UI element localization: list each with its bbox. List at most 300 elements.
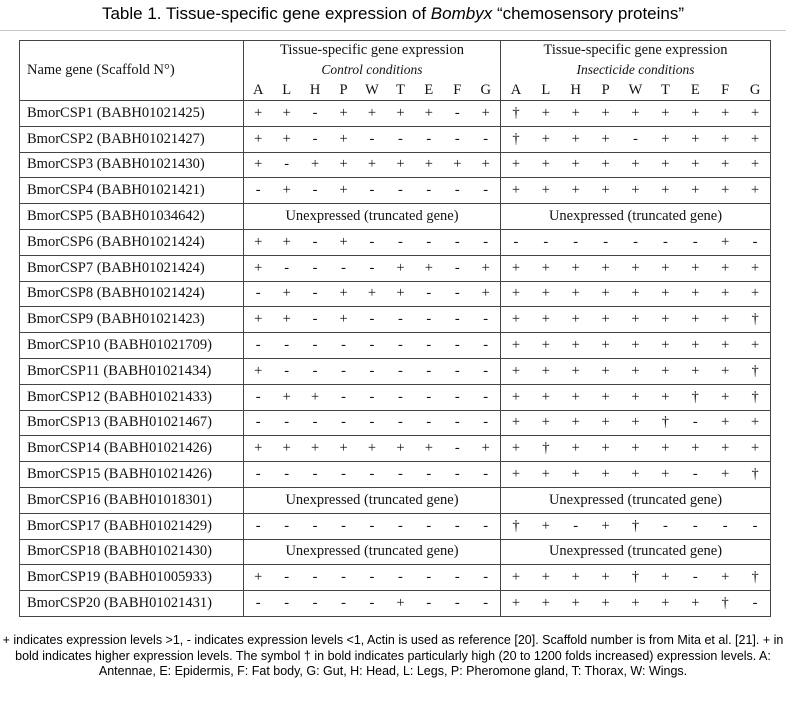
control-cell-t: - [397,517,403,534]
control-expression-cells [244,436,501,462]
insecticide-cell-e: + [691,104,700,121]
insecticide-cell-g: † [751,362,759,379]
insecticide-cell-e: + [691,130,700,147]
insecticide-cell-f: + [721,104,730,121]
control-cell-l: - [284,414,290,431]
insecticide-expression-cells [501,462,771,488]
table-row [20,255,771,281]
insecticide-cell-g: + [750,156,760,173]
gene-name: BmorCSP9 (BABH01021423) [20,307,244,333]
control-cell-e: + [424,259,433,276]
insecticide-cell-l: + [541,156,550,173]
insecticide-expression-cells [501,307,771,333]
control-cell-l: - [284,156,290,173]
insecticide-cell-l: + [541,466,550,483]
insecticide-unexpressed-note: Unexpressed (truncated gene) [501,487,771,513]
control-cell-f: - [454,569,460,586]
control-tissue-a: A [252,82,264,98]
control-expression-cells [244,255,501,281]
table-row [20,229,771,255]
table-row [20,204,771,230]
control-cell-e: - [426,130,432,147]
insecticide-cell-g: + [750,440,760,457]
insecticide-expression-cells [501,513,771,539]
insecticide-cell-a: † [512,517,520,534]
insecticide-cell-p: + [601,388,610,405]
control-expression-cells [244,101,501,127]
control-expression-cells [244,591,501,617]
insecticide-cell-f: + [721,440,730,457]
insecticide-cell-l: + [541,569,550,586]
gene-name: BmorCSP18 (BABH01021430) [20,539,244,565]
insecticide-cell-l: + [541,104,550,121]
control-cell-h: + [311,440,320,457]
insecticide-cell-e: + [691,362,700,379]
control-tissue-l: L [282,82,292,98]
insecticide-cell-a: + [511,182,521,199]
table-row [20,126,771,152]
insecticide-cell-e: † [691,388,699,405]
insecticide-cell-w: + [631,182,640,199]
insecticide-cell-f: + [721,259,730,276]
control-cell-p: + [339,311,348,328]
insecticide-cell-w: + [631,104,640,121]
title-prefix: Table 1. Tissue-specific gene expression of [101,4,431,23]
insecticide-cell-w: + [631,337,640,354]
insecticide-cell-p: + [601,182,610,199]
insecticide-cell-h: + [571,311,580,328]
control-cell-a: + [254,233,263,250]
insecticide-cell-t: + [661,337,670,354]
insecticide-cell-w: † [631,569,640,586]
control-cell-t: - [397,569,403,586]
control-cell-h: - [312,595,318,612]
control-cell-e: + [424,104,433,121]
insecticide-cell-a: + [511,156,521,173]
insecticide-group-header [501,41,771,101]
control-cell-w: + [367,104,377,121]
control-cell-f: - [454,233,460,250]
control-cell-w: - [369,517,375,534]
control-cell-w: - [369,466,375,483]
table-row [20,281,771,307]
control-cell-w: - [369,362,375,379]
insecticide-cell-h: + [571,414,580,431]
control-cell-h: - [312,285,318,302]
control-cell-e: - [426,388,432,405]
control-cell-f: - [454,595,460,612]
control-cell-w: + [367,440,377,457]
control-cell-w: - [369,259,375,276]
insecticide-cell-l: + [541,259,550,276]
insecticide-cell-a: + [511,311,521,328]
title-suffix: “chemosensory proteins” [492,4,685,23]
control-cell-a: - [255,595,261,612]
control-cell-f: - [454,104,460,121]
insecticide-cell-h: + [571,130,580,147]
insecticide-cell-e: + [691,259,700,276]
insecticide-cell-p: + [601,311,610,328]
insecticide-unexpressed-note: Unexpressed (truncated gene) [501,204,771,230]
control-cell-a: + [254,440,263,457]
control-cell-f: - [454,130,460,147]
control-cell-f: - [454,259,460,276]
table-row [20,384,771,410]
control-expression-cells [244,229,501,255]
insecticide-cell-a: + [511,362,521,379]
insecticide-cell-t: - [662,233,668,250]
control-cell-l: + [282,104,291,121]
control-cell-t: - [397,311,403,328]
control-cell-w: - [369,233,375,250]
table-row [20,462,771,488]
gene-name: BmorCSP7 (BABH01021424) [20,255,244,281]
control-cell-p: - [341,414,346,431]
insecticide-cell-a: + [511,259,521,276]
insecticide-cell-g: + [750,182,760,199]
control-tissue-p: P [339,82,348,98]
control-cell-t: - [397,130,403,147]
insecticide-cell-p: + [601,440,610,457]
control-cell-e: - [426,337,432,354]
insecticide-cell-a: † [512,130,520,147]
control-cell-a: + [254,569,263,586]
control-cell-p: - [341,259,346,276]
insecticide-cell-e: - [692,517,698,534]
insecticide-cell-f: + [721,569,730,586]
control-cell-l: - [284,466,290,483]
control-cell-f: - [454,466,460,483]
control-cell-h: - [312,362,318,379]
control-cell-p: + [339,440,348,457]
gene-name: BmorCSP3 (BABH01021430) [20,152,244,178]
control-expression-cells [244,462,501,488]
control-cell-t: - [397,233,403,250]
control-cell-t: - [397,388,403,405]
insecticide-cell-t: + [661,130,670,147]
control-cell-g: - [483,388,489,405]
insecticide-cell-t: + [661,569,670,586]
control-tissue-g: G [480,82,491,98]
control-group-header [244,41,501,101]
control-cell-g: - [483,311,489,328]
insecticide-unexpressed-note: Unexpressed (truncated gene) [501,539,771,565]
insecticide-cell-e: + [691,311,700,328]
insecticide-cell-h: + [571,362,580,379]
control-cell-g: - [483,362,489,379]
table-row [20,487,771,513]
insecticide-cell-p: + [601,259,610,276]
control-cell-w: - [369,311,375,328]
control-cell-h: - [312,233,318,250]
insecticide-expression-cells [501,178,771,204]
control-cell-w: - [369,595,375,612]
control-cell-h: - [312,466,318,483]
control-cell-a: - [255,337,261,354]
control-cell-e: - [426,362,432,379]
control-cell-p: + [339,104,348,121]
insecticide-cell-e: - [692,466,698,483]
control-cell-t: + [396,156,405,173]
control-cell-e: - [426,233,432,250]
control-cell-l: - [284,362,290,379]
insecticide-cell-l: + [541,130,550,147]
insecticide-cell-e: - [692,414,698,431]
insecticide-cell-g: + [750,130,760,147]
insecticide-expression-cells [501,384,771,410]
control-cell-f: - [454,388,460,405]
gene-name: BmorCSP11 (BABH01021434) [20,358,244,384]
control-cell-e: + [424,156,433,173]
control-expression-cells [244,513,501,539]
control-tissue-t: T [395,82,405,98]
control-cell-g: + [481,259,490,276]
insecticide-cell-l: + [541,362,550,379]
insecticide-cell-a: + [511,440,521,457]
control-cell-p: - [341,517,346,534]
insecticide-cell-t: + [661,156,670,173]
insecticide-cell-f: + [721,233,730,250]
insecticide-cell-t: + [661,104,670,121]
insecticide-group-label: Tissue-specific gene expression [543,42,728,58]
control-cell-g: - [483,130,489,147]
control-cell-w: - [369,182,375,199]
control-cell-l: + [282,440,291,457]
insecticide-cell-w: - [633,130,638,147]
control-cell-f: - [454,285,460,302]
insecticide-cell-h: + [571,104,580,121]
insecticide-cell-g: - [752,233,758,250]
control-cell-g: - [483,517,489,534]
insecticide-expression-cells [501,333,771,359]
control-unexpressed-note: Unexpressed (truncated gene) [244,539,501,565]
control-cell-w: - [369,414,375,431]
control-cell-h: - [312,104,318,121]
insecticide-cell-l: + [541,285,550,302]
gene-name: BmorCSP5 (BABH01034642) [20,204,244,230]
control-cell-f: - [454,440,460,457]
control-cell-l: - [284,595,290,612]
gene-name: BmorCSP15 (BABH01021426) [20,462,244,488]
insecticide-cell-t: + [661,182,670,199]
insecticide-cell-l: † [542,440,550,457]
control-group-label: Tissue-specific gene expression [280,42,464,58]
control-cell-a: - [255,182,261,199]
control-cell-w: - [369,569,375,586]
insecticide-tissue-a: A [510,82,522,98]
control-cell-f: - [454,517,460,534]
table-row [20,358,771,384]
control-cell-p: - [341,466,346,483]
insecticide-cell-t: + [661,595,670,612]
insecticide-cell-t: + [661,259,670,276]
control-cell-l: - [284,259,290,276]
control-tissue-e: E [424,82,434,98]
control-cell-g: - [483,182,489,199]
control-cell-t: - [397,414,403,431]
control-cell-a: + [254,311,263,328]
control-cell-f: - [454,362,460,379]
title-genus: Bombyx [430,4,493,23]
insecticide-cell-e: + [691,337,700,354]
insecticide-cell-p: + [601,517,610,534]
control-cell-h: + [311,388,320,405]
control-tissue-labels [244,79,500,100]
control-cell-w: - [369,130,375,147]
gene-name: BmorCSP20 (BABH01021431) [20,591,244,617]
control-cell-l: - [284,337,290,354]
table-row [20,565,771,591]
control-cell-e: - [426,285,432,302]
gene-name: BmorCSP6 (BABH01021424) [20,229,244,255]
control-tissue-f: F [453,82,462,98]
insecticide-cell-a: + [511,595,521,612]
control-cell-t: - [397,466,403,483]
control-cell-e: + [424,440,433,457]
insecticide-expression-cells [501,101,771,127]
table-row [20,307,771,333]
control-cell-e: - [426,182,432,199]
table-row [20,152,771,178]
insecticide-cell-g: † [751,466,759,483]
gene-name: BmorCSP10 (BABH01021709) [20,333,244,359]
insecticide-expression-cells [501,255,771,281]
insecticide-cell-t: - [662,517,668,534]
control-cell-t: - [397,182,403,199]
insecticide-cell-g: - [752,595,758,612]
gene-name: BmorCSP4 (BABH01021421) [20,178,244,204]
insecticide-cell-l: + [541,414,550,431]
control-cell-g: - [483,595,489,612]
insecticide-cell-e: + [691,285,700,302]
table-row [20,436,771,462]
insecticide-cell-h: + [571,156,580,173]
insecticide-cell-f: + [721,182,730,199]
control-cell-e: - [426,517,432,534]
title-divider [0,30,786,31]
control-cell-e: - [426,569,432,586]
control-cell-p: - [341,595,346,612]
name-column-header: Name gene (Scaffold N°) [20,41,244,101]
control-cell-t: + [396,259,405,276]
control-cell-g: + [481,104,490,121]
insecticide-cell-e: + [691,182,700,199]
insecticide-expression-cells [501,126,771,152]
gene-name: BmorCSP17 (BABH01021429) [20,513,244,539]
control-expression-cells [244,126,501,152]
insecticide-tissue-e: E [690,82,700,98]
control-cell-w: - [369,388,375,405]
insecticide-cell-p: + [601,595,610,612]
insecticide-cell-l: + [541,517,550,534]
control-cell-g: - [483,414,489,431]
control-cell-t: + [396,285,405,302]
insecticide-cell-a: † [512,104,520,121]
table-row [20,513,771,539]
insecticide-cell-e: - [692,233,698,250]
insecticide-cell-p: + [601,362,610,379]
gene-name: BmorCSP12 (BABH01021433) [20,384,244,410]
insecticide-cell-t: + [661,311,670,328]
control-cell-p: - [341,388,346,405]
insecticide-cell-g: † [751,569,759,586]
control-cell-f: - [454,182,460,199]
insecticide-cell-h: + [571,259,580,276]
insecticide-cell-p: + [601,569,610,586]
control-cell-h: - [312,569,318,586]
insecticide-cell-l: + [541,337,550,354]
control-cell-a: - [255,388,261,405]
insecticide-cell-f: † [721,595,729,612]
control-cell-f: + [453,156,462,173]
table-footnote: + indicates expression levels >1, - indicates expression levels <1, Actin is used as reference [20]. Scaffold number is from Mita et al. [21]. + in bold indicates higher expression levels. The symbol † in bold indicates particularly high (20 to 1200 folds increased) expression levels. A: Antennae, E: Epidermis, F: Fat body, G: Gut, H: Head, L: Legs, P: Pheromone gland, T: Thorax, W: Wings. [2,633,784,678]
insecticide-cell-w: † [631,517,640,534]
gene-name: BmorCSP8 (BABH01021424) [20,281,244,307]
control-cell-p: + [339,156,348,173]
insecticide-expression-cells [501,591,771,617]
control-cell-t: - [397,337,403,354]
control-cell-h: - [312,517,318,534]
control-cell-p: - [341,362,346,379]
control-cell-l: + [282,182,291,199]
insecticide-cell-w: + [631,362,640,379]
control-cell-g: - [483,337,489,354]
insecticide-cell-h: - [573,233,579,250]
insecticide-cell-w: + [631,440,640,457]
insecticide-cell-e: + [691,595,700,612]
insecticide-tissue-t: T [660,82,670,98]
insecticide-cell-p: + [601,466,610,483]
gene-name: BmorCSP16 (BABH01018301) [20,487,244,513]
insecticide-cell-l: - [543,233,549,250]
control-cell-p: + [339,233,348,250]
insecticide-expression-cells [501,152,771,178]
control-cell-l: + [282,311,291,328]
insecticide-cell-a: - [513,233,519,250]
insecticide-cell-w: + [631,466,640,483]
control-expression-cells [244,281,501,307]
insecticide-cell-t: † [661,414,670,431]
insecticide-cell-w: + [631,285,640,302]
insecticide-cell-h: + [571,466,580,483]
insecticide-cell-p: + [601,414,610,431]
insecticide-cell-w: + [631,259,640,276]
insecticide-cell-g: - [752,517,758,534]
control-cell-w: - [369,337,375,354]
control-expression-cells [244,178,501,204]
gene-name: BmorCSP2 (BABH01021427) [20,126,244,152]
control-cell-e: - [426,414,432,431]
insecticide-cell-t: + [661,362,670,379]
insecticide-cell-h: + [571,595,580,612]
insecticide-expression-cells [501,358,771,384]
insecticide-cell-w: + [631,156,640,173]
control-cell-w: + [367,285,377,302]
control-cell-e: - [426,466,432,483]
insecticide-cell-t: + [661,466,670,483]
control-expression-cells [244,358,501,384]
control-cell-t: + [396,104,405,121]
control-cell-e: - [426,595,432,612]
control-conditions-label: Control conditions [321,62,423,77]
insecticide-expression-cells [501,229,771,255]
insecticide-cell-w: - [633,233,638,250]
control-expression-cells [244,410,501,436]
table-row [20,101,771,127]
gene-name: BmorCSP14 (BABH01021426) [20,436,244,462]
control-cell-h: - [312,259,318,276]
control-cell-g: + [481,156,490,173]
